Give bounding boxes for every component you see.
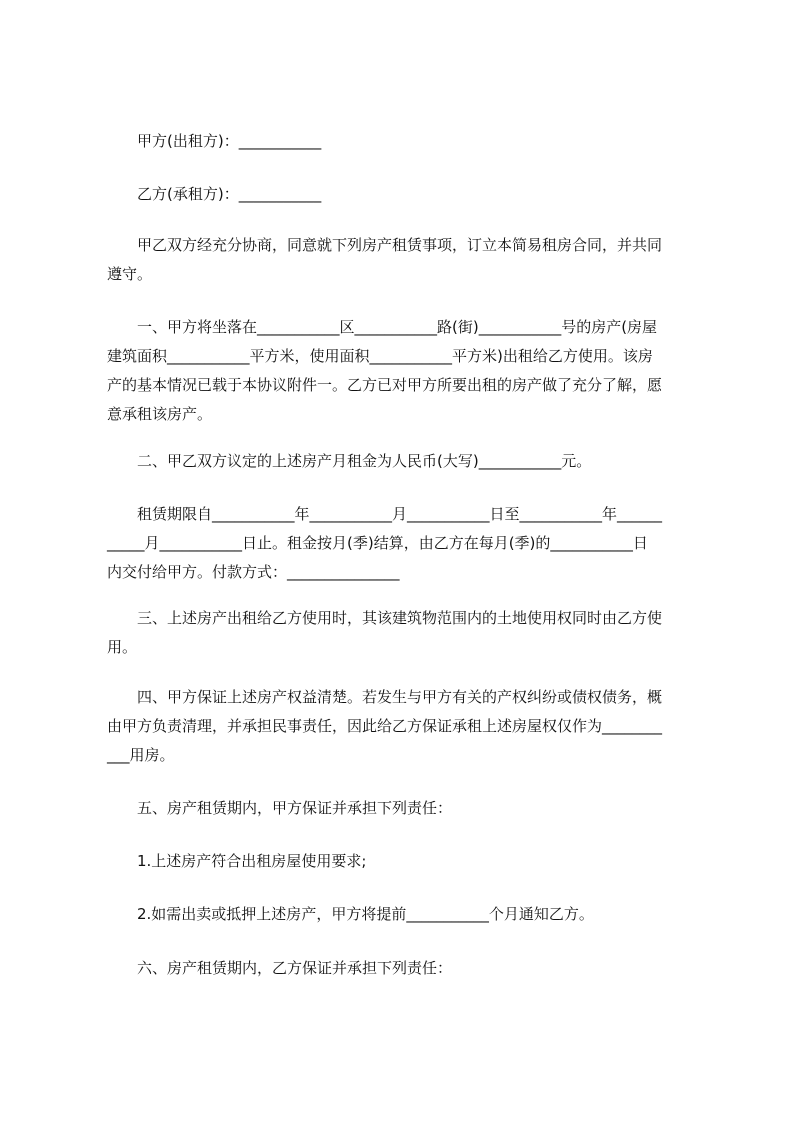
intro-line: 甲乙双方经充分协商，同意就下列房产租赁事项，订立本简易租房合同，并共同 bbox=[137, 236, 663, 254]
clause-4-line: 由甲方负责清理，并承担民事责任，因此给乙方保证承租上述房屋权仅作为________ bbox=[107, 717, 663, 735]
clause-1-line: 一、甲方将坐落在___________区___________路(街)___________号的房产(房屋 bbox=[137, 318, 658, 336]
clause-5-item-2: 2.如需出卖或抵押上述房产，甲方将提前___________个月通知乙方。 bbox=[137, 905, 594, 923]
clause-4-paragraph bbox=[107, 683, 703, 770]
term-line: 租赁期限自___________年___________月___________日至___________年______ bbox=[137, 505, 663, 523]
clause-5-title: 五、房产租赁期内，甲方保证并承担下列责任： bbox=[137, 799, 453, 817]
term-line: 内交付给甲方。付款方式：_______________ bbox=[107, 563, 400, 581]
clause-3-paragraph bbox=[107, 604, 703, 662]
term-line: _____月___________日止。租金按月(季)结算，由乙方在每月(季)的___________日 bbox=[107, 534, 648, 552]
clause-1-paragraph bbox=[107, 313, 703, 429]
term-paragraph bbox=[107, 500, 703, 587]
clause-1-line: 建筑面积___________平方米，使用面积___________平方米)出租给乙方使用。该房 bbox=[107, 347, 653, 365]
intro-paragraph bbox=[107, 231, 703, 289]
clause-1-line: 产的基本情况已载于本协议附件一。乙方已对甲方所要出租的房产做了充分了解，愿 bbox=[107, 376, 663, 394]
party-a-line: 甲方(出租方)：___________ bbox=[137, 132, 322, 150]
clause-2-line: 二、甲乙双方议定的上述房产月租金为人民币(大写)___________元。 bbox=[137, 452, 592, 470]
clause-5-item-1: 1.上述房产符合出租房屋使用要求; bbox=[137, 852, 367, 870]
clause-3-line: 三、上述房产出租给乙方使用时，其该建筑物范围内的土地使用权同时由乙方使 bbox=[137, 609, 663, 627]
clause-4-line: ___用房。 bbox=[107, 746, 175, 764]
clause-3-line: 用。 bbox=[107, 638, 138, 656]
clause-1-line: 意承租该房产。 bbox=[107, 405, 213, 423]
intro-line: 遵守。 bbox=[107, 265, 153, 283]
clause-4-line: 四、甲方保证上述房产权益清楚。若发生与甲方有关的产权纠纷或债权债务，概 bbox=[137, 688, 663, 706]
clause-6-title: 六、房产租赁期内，乙方保证并承担下列责任： bbox=[137, 959, 453, 977]
party-b-line: 乙方(承租方)：___________ bbox=[137, 185, 322, 203]
